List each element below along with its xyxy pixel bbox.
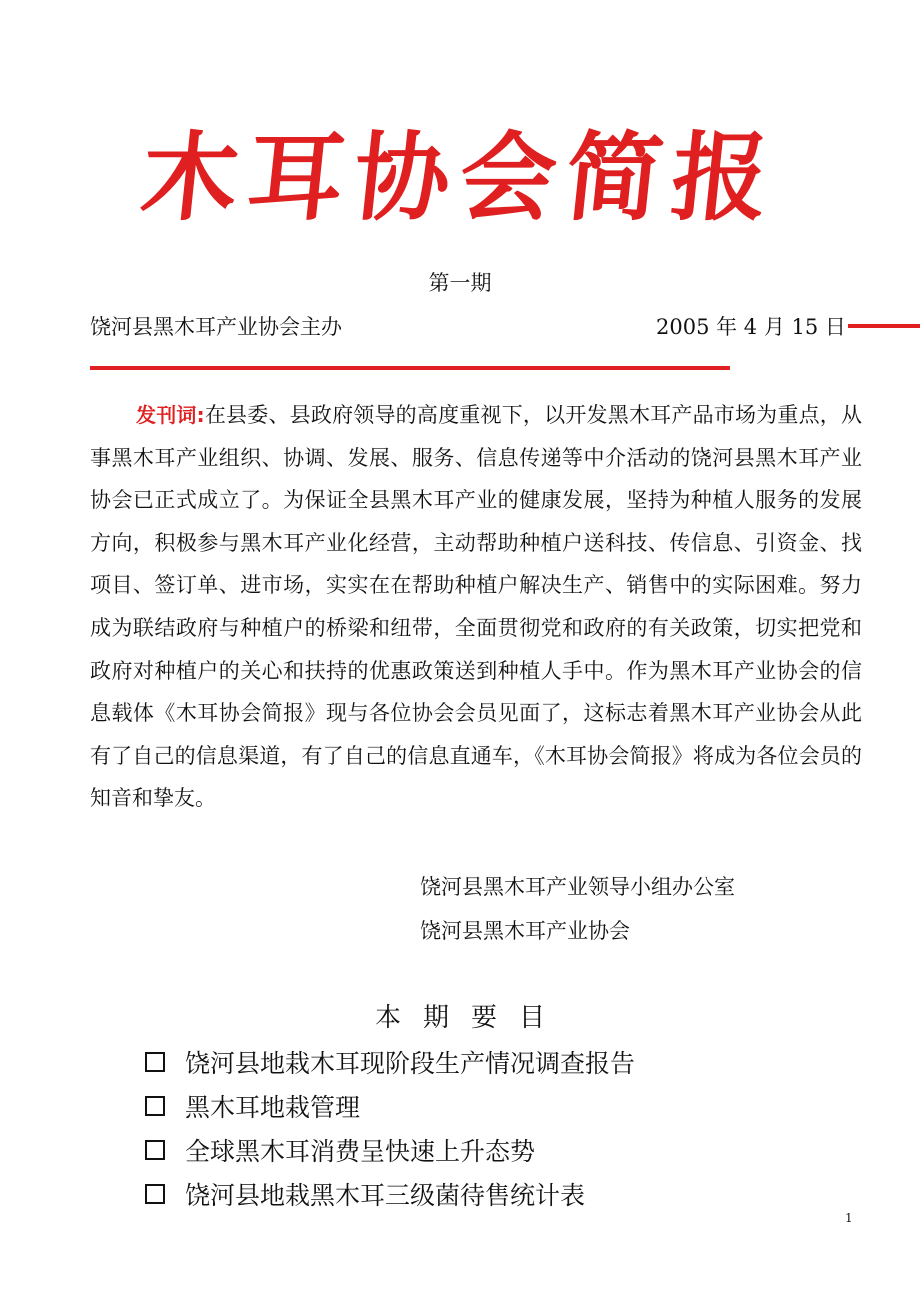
signature-association: 饶河县黑木耳产业协会 bbox=[420, 919, 630, 943]
contents-list bbox=[145, 1040, 635, 1216]
checkbox-icon bbox=[145, 1184, 165, 1204]
contents-item bbox=[145, 1172, 635, 1216]
checkbox-icon bbox=[145, 1140, 165, 1160]
foreword-label: 发刊词: bbox=[136, 403, 205, 427]
checkbox-icon bbox=[145, 1096, 165, 1116]
foreword-text: 在县委、县政府领导的高度重视下，以开发黑木耳产品市场为重点，从事黑木耳产业组织、协调、发展、服务、信息传递等中介活动的饶河县黑木耳产业协会已正式成立了。为保证全县黑木耳产业的健康发展，坚持为种植人服务的发展方向，积极参与黑木耳产业化经营，主动帮助种植户送科技、传信息、引资金、找项目、签订单、进市场，实实在在帮助种植户解决生产、销售中的实际困难。努力成为联结政府与种植户的桥梁和纽带，全面贯彻党和政府的有关政策，切实把党和政府对种植户的关心和扶持的优惠政策送到种植人手中。作为黑木耳产业协会的信息载体《木耳协会简报》现与各位协会会员见面了，这标志着黑木耳产业协会从此有了自己的信息渠道，有了自己的信息直通车，《木耳协会简报》将成为各位会员的知音和挚友。 bbox=[90, 403, 863, 811]
foreword-paragraph bbox=[90, 394, 862, 820]
contents-title: 本期要目 bbox=[374, 1003, 567, 1033]
checkbox-icon bbox=[145, 1052, 165, 1072]
page-number: 1 bbox=[845, 1211, 853, 1225]
contents-item-label: 黑木耳地栽管理 bbox=[185, 1093, 361, 1122]
header-rule-tail bbox=[848, 324, 920, 328]
contents-item-label: 全球黑木耳消费呈快速上升态势 bbox=[185, 1137, 536, 1166]
contents-item-label: 饶河县地栽木耳现阶段生产情况调查报告 bbox=[185, 1049, 636, 1078]
contents-item bbox=[145, 1084, 635, 1128]
issue-number: 第一期 bbox=[428, 271, 492, 295]
issue-date: 2005 年 4 月 15 日 bbox=[656, 315, 846, 339]
masthead-title: 木耳协会简报 bbox=[136, 121, 784, 234]
publisher-line: 饶河县黑木耳产业协会主办 bbox=[90, 315, 342, 339]
contents-item bbox=[145, 1128, 635, 1172]
signature-office: 饶河县黑木耳产业领导小组办公室 bbox=[420, 875, 735, 899]
header-rule bbox=[90, 366, 730, 370]
contents-item-label: 饶河县地栽黑木耳三级菌待售统计表 bbox=[185, 1181, 586, 1210]
contents-item bbox=[145, 1040, 635, 1084]
